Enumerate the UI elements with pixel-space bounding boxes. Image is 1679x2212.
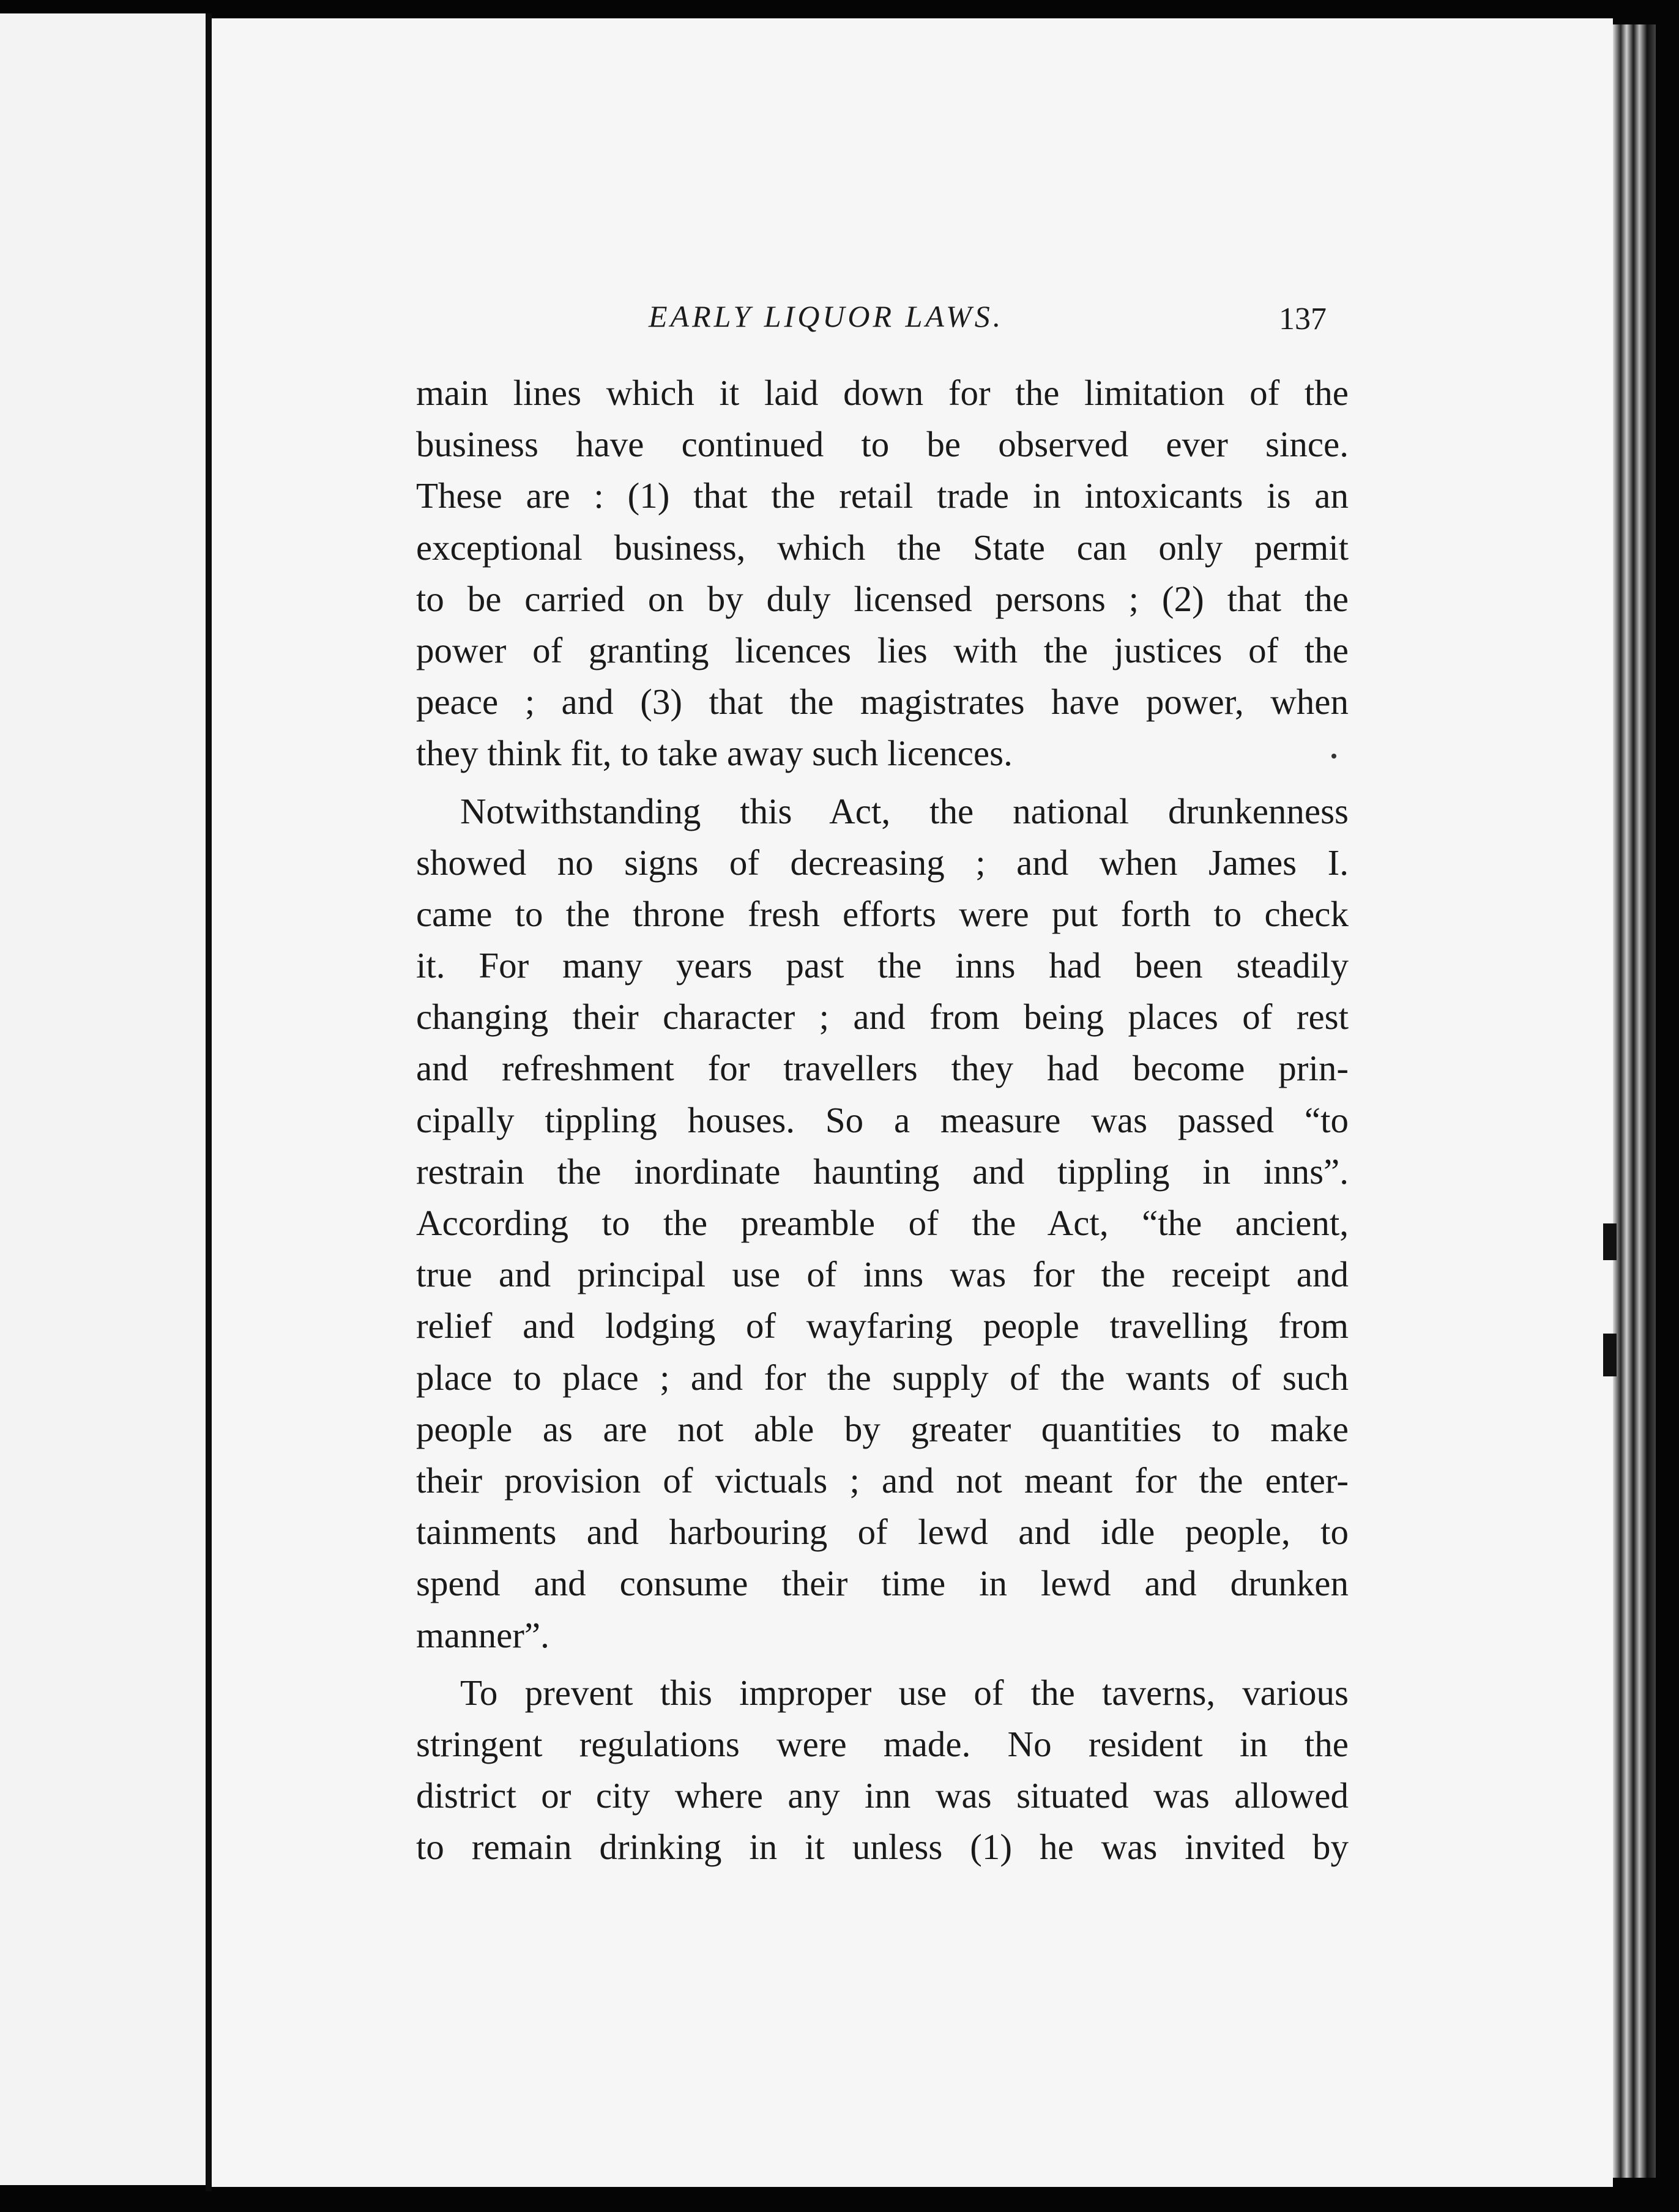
text-line: tainments and harbouring of lewd and idle people, to: [416, 1512, 1349, 1553]
text-line: their provision of victuals ; and not meant for the enter-: [416, 1460, 1349, 1501]
paragraph: [416, 1667, 1349, 1873]
text-line: relief and lodging of wayfaring people travelling from: [416, 1305, 1349, 1346]
edge-mark: [1603, 1223, 1617, 1260]
text-line: According to the preamble of the Act, “the ancient,: [416, 1203, 1349, 1243]
text-line: restrain the inordinate haunting and tippling in inns”.: [416, 1151, 1349, 1192]
text-line: power of granting licences lies with the justices of the: [416, 629, 1349, 670]
text-line: people as are not able by greater quantities to make: [416, 1408, 1349, 1449]
text-line: true and principal use of inns was for the receipt and: [416, 1254, 1349, 1295]
text-line: came to the throne fresh efforts were put forth to check: [416, 893, 1349, 934]
paragraph: [416, 785, 1349, 1661]
left-page-edge: [0, 13, 206, 2185]
text-line: to be carried on by duly licensed persons ; (2) that the: [416, 578, 1349, 619]
paragraph: [416, 367, 1349, 779]
text-line: and refreshment for travellers they had become prin-: [416, 1048, 1349, 1089]
text-line: exceptional business, which the State can only permit: [416, 527, 1349, 568]
text-line: spend and consume their time in lewd and drunken: [416, 1563, 1349, 1604]
text-line: it. For many years past the inns had been steadily: [416, 945, 1349, 986]
text-line: they think fit, to take away such licences.: [416, 733, 1013, 774]
text-line: manner”.: [416, 1614, 549, 1655]
page-number: 137: [1279, 302, 1327, 336]
text-line: main lines which it laid down for the limitation of the: [416, 373, 1349, 413]
text-line: These are : (1) that the retail trade in intoxicants is an: [416, 475, 1349, 516]
page-fore-edge: [1613, 24, 1656, 2178]
text-line: business have continued to be observed ever since.: [416, 424, 1349, 465]
text-line: district or city where any inn was situated was allowed: [416, 1775, 1349, 1816]
text-line: to remain drinking in it unless (1) he was invited by: [416, 1827, 1349, 1868]
text-line: stringent regulations were made. No resident in the: [416, 1723, 1349, 1764]
text-line: peace ; and (3) that the magistrates have power, when: [416, 681, 1349, 722]
text-line: Notwithstanding this Act, the national drunkenness: [460, 790, 1349, 831]
running-head: EARLY LIQUOR LAWS.: [649, 299, 1004, 333]
body-text: [416, 367, 1349, 1872]
edge-mark: [1603, 1334, 1617, 1376]
text-line: showed no signs of decreasing ; and when James I.: [416, 842, 1349, 883]
text-line: place to place ; and for the supply of the wants of such: [416, 1357, 1349, 1398]
text-line: cipally tippling houses. So a measure was passed “to: [416, 1099, 1349, 1140]
text-line: To prevent this improper use of the taverns, various: [460, 1672, 1349, 1713]
text-line: changing their character ; and from being places of rest: [416, 997, 1349, 1037]
book-gutter: [206, 13, 212, 2191]
